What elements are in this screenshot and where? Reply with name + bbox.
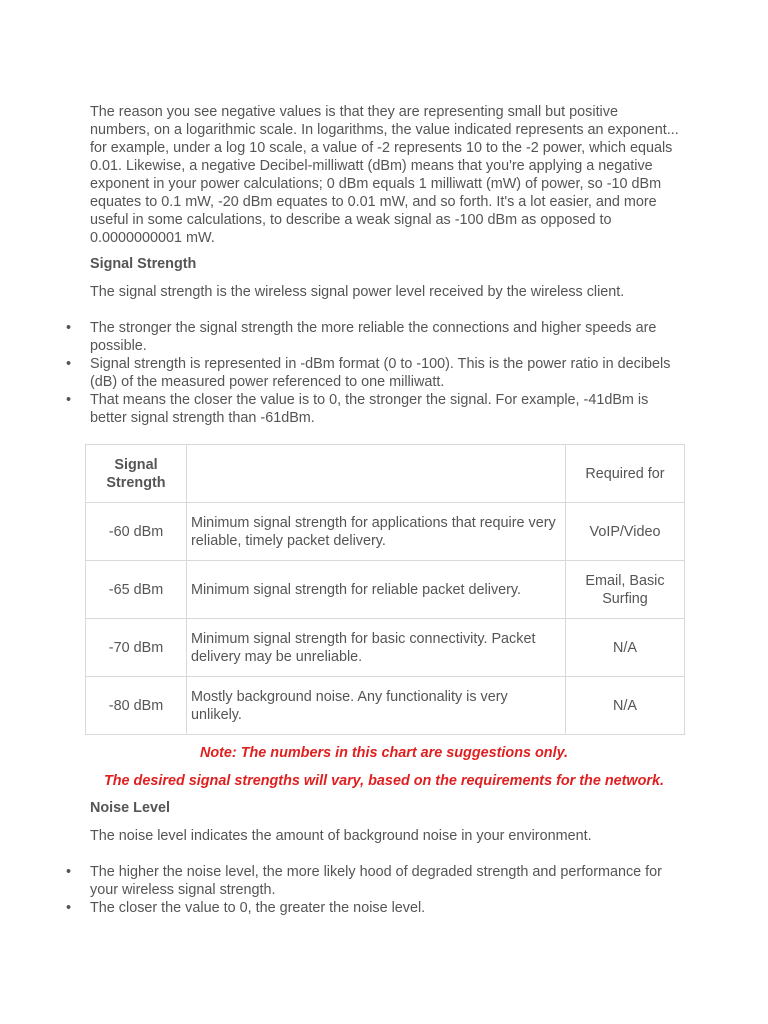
list-item <box>0 863 680 899</box>
requirements-note: The desired signal strengths will vary, based on the requirements for the network. <box>103 773 665 789</box>
cell-strength: -60 dBm <box>86 503 187 561</box>
list-item <box>0 355 680 391</box>
cell-required: Email, Basic Surfing <box>566 561 685 619</box>
column-header-signal-strength: Signal Strength <box>86 445 187 503</box>
cell-description: Mostly background noise. Any functionality is very unlikely. <box>187 677 566 735</box>
signal-strength-heading: Signal Strength <box>90 256 197 272</box>
cell-required: N/A <box>566 619 685 677</box>
cell-strength: -70 dBm <box>86 619 187 677</box>
noise-level-description: The noise level indicates the amount of background noise in your environment. <box>90 828 592 844</box>
column-header-required-for: Required for <box>566 445 685 503</box>
cell-description: Minimum signal strength for basic connectivity. Packet delivery may be unreliable. <box>187 619 566 677</box>
signal-strength-table-container <box>85 444 683 735</box>
bullet-text: The stronger the signal strength the more reliable the connections and higher speeds are possible. <box>90 320 657 354</box>
intro-paragraph: The reason you see negative values is that they are representing small but positive numbers, on a logarithmic scale. In logarithms, the value indicated represents an exponent... for example, under a log 10 scale, a value of -2 represents 10 to the -2 power, which equals 0.01. Likewise, a negative Decibel-milliwatt (dBm) means that you're applying a negative exponent in your power calculations; 0 dBm equals 1 milliwatt (mW) of power, so -10 dBm equates to 0.1 mW, -20 dBm equates to 0.01 mW, and so forth. It's a lot easier, and more useful in some calculations, to describe a weak signal as -100 dBm as opposed to 0.0000000001 mW. <box>90 104 679 246</box>
cell-description: Minimum signal strength for reliable packet delivery. <box>187 561 566 619</box>
noise-level-bullet-list <box>0 863 768 917</box>
cell-description: Minimum signal strength for applications that require very reliable, timely packet delivery. <box>187 503 566 561</box>
table-row <box>86 503 685 561</box>
list-item <box>0 391 680 427</box>
cell-required: VoIP/Video <box>566 503 685 561</box>
bullet-icon: • <box>66 864 72 880</box>
table-row <box>86 619 685 677</box>
cell-required: N/A <box>566 677 685 735</box>
noise-level-heading: Noise Level <box>90 800 170 816</box>
bullet-icon: • <box>66 392 72 408</box>
bullet-text: The closer the value to 0, the greater the noise level. <box>90 900 426 916</box>
list-item <box>0 899 680 917</box>
bullet-text: The higher the noise level, the more likely hood of degraded strength and performance for your wireless signal strength. <box>90 864 662 898</box>
bullet-icon: • <box>66 356 72 372</box>
signal-strength-description: The signal strength is the wireless signal power level received by the wireless client. <box>90 284 625 300</box>
cell-strength: -65 dBm <box>86 561 187 619</box>
bullet-icon: • <box>66 900 72 916</box>
bullet-icon: • <box>66 320 72 336</box>
suggestion-note: Note: The numbers in this chart are suggestions only. <box>199 745 569 761</box>
bullet-text: That means the closer the value is to 0, the stronger the signal. For example, -41dBm is better signal strength than -61dBm. <box>90 392 649 426</box>
cell-strength: -80 dBm <box>86 677 187 735</box>
list-item <box>0 319 680 355</box>
table-row <box>86 561 685 619</box>
column-header-description <box>187 445 566 503</box>
bullet-text: Signal strength is represented in -dBm format (0 to -100). This is the power ratio in decibels (dB) of the measured power referenced to one milliwatt. <box>90 356 671 390</box>
table-row <box>86 677 685 735</box>
table-header-row <box>86 445 685 503</box>
signal-strength-table <box>85 444 685 735</box>
signal-strength-bullet-list <box>0 319 768 427</box>
